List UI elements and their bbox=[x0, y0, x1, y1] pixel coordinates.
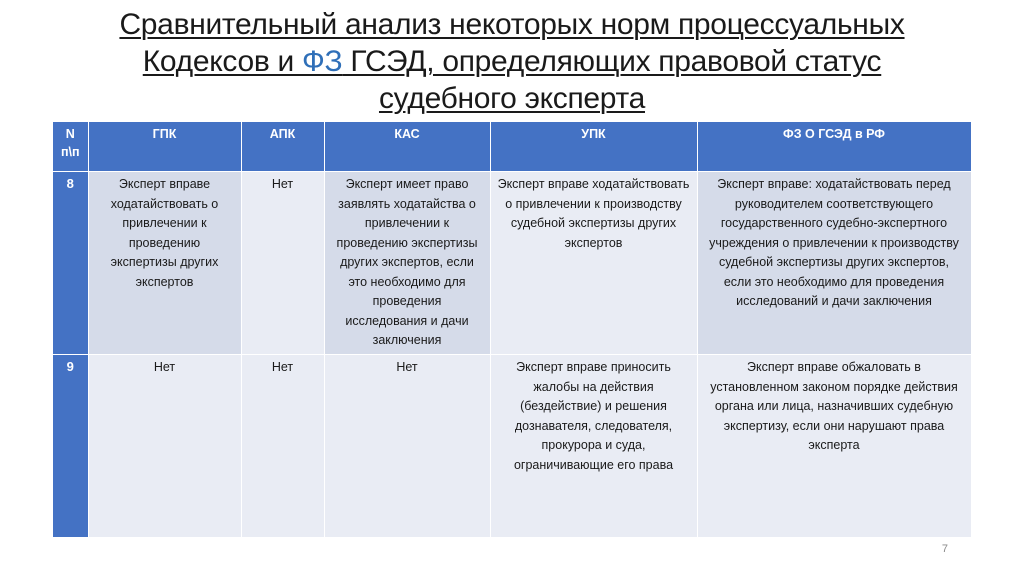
title-line-1: Сравнительный анализ некоторых норм процессуальных bbox=[119, 8, 905, 41]
header-number bbox=[53, 122, 88, 172]
title-line-2-start: Кодексов и bbox=[142, 45, 302, 78]
row-number: 9 bbox=[53, 355, 88, 538]
header-gpk: ГПК bbox=[88, 122, 241, 172]
title-line-2-end: ГСЭД, определяющих правовой статус bbox=[342, 45, 882, 78]
header-kas: КАС bbox=[324, 122, 490, 172]
comparison-table bbox=[53, 122, 972, 537]
title-highlight-fz: ФЗ bbox=[302, 45, 343, 78]
title-line-3: судебного эксперта bbox=[378, 82, 645, 115]
header-upk: УПК bbox=[490, 122, 697, 172]
header-apk: АПК bbox=[241, 122, 324, 172]
cell-upk: Эксперт вправе приносить жалобы на действия (бездействие) и решения дознавателя, следователя, прокурора и суда, ограничивающие его права bbox=[490, 355, 697, 538]
cell-upk: Эксперт вправе ходатайствовать о привлечении к производству судебной экспертизы других экспертов bbox=[490, 172, 697, 355]
row-number: 8 bbox=[53, 172, 88, 355]
table-row bbox=[53, 355, 971, 538]
cell-kas: Эксперт имеет право заявлять ходатайства о привлечении к проведению экспертизы других экспертов, если это необходимо для проведения исследования и дачи заключения bbox=[324, 172, 490, 355]
cell-apk: Нет bbox=[241, 172, 324, 355]
cell-fz: Эксперт вправе: ходатайствовать перед руководителем соответствующего государственного судебно-экспертного учреждения о привлечении к производству судебной экспертизы других экспертов, если это необходимо для проведения исследований и дачи заключения bbox=[697, 172, 971, 355]
cell-gpk: Эксперт вправе ходатайствовать о привлечении к проведению экспертизы других экспертов bbox=[88, 172, 241, 355]
table-row bbox=[53, 172, 971, 355]
header-fz: ФЗ О ГСЭД в РФ bbox=[697, 122, 971, 172]
page-number: 7 bbox=[941, 543, 948, 555]
title-line-2 bbox=[60, 43, 964, 80]
header-number-line-1: N bbox=[65, 127, 75, 141]
cell-gpk: Нет bbox=[88, 355, 241, 538]
cell-kas: Нет bbox=[324, 355, 490, 538]
slide-title bbox=[60, 6, 964, 117]
table-header-row bbox=[53, 122, 971, 172]
cell-apk: Нет bbox=[241, 355, 324, 538]
cell-fz: Эксперт вправе обжаловать в установленном законом порядке действия органа или лица, назначивших судебную экспертизу, если они нарушают права эксперта bbox=[697, 355, 971, 538]
header-number-line-2: п\п bbox=[60, 145, 80, 159]
